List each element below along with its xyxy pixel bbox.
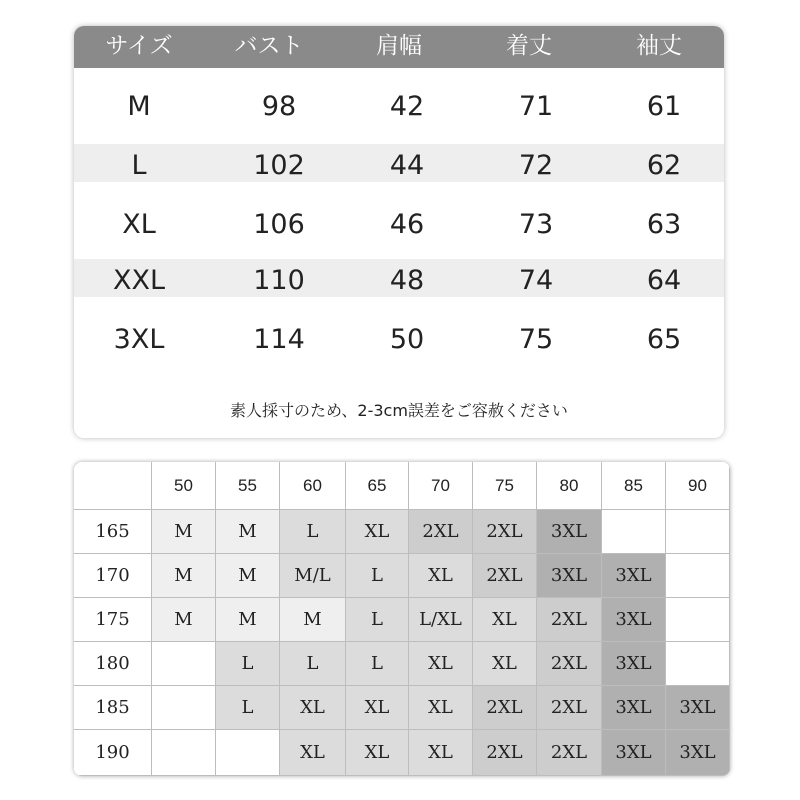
length-cell: 72 bbox=[518, 150, 554, 181]
size-recommendation-cell: M bbox=[280, 598, 346, 642]
size-recommendation-cell: L bbox=[346, 598, 409, 642]
weight-header: 65 bbox=[346, 462, 409, 510]
sleeve-cell: 61 bbox=[646, 91, 682, 122]
weight-height-chart bbox=[74, 462, 730, 776]
size-recommendation-cell: 2XL bbox=[409, 510, 473, 554]
weight-header: 90 bbox=[666, 462, 730, 510]
size-recommendation-cell: L bbox=[346, 554, 409, 598]
size-recommendation-cell: XL bbox=[346, 510, 409, 554]
size-recommendation-cell: L bbox=[280, 510, 346, 554]
size-recommendation-cell bbox=[216, 730, 280, 776]
size-cell: XXL bbox=[112, 265, 166, 296]
size-recommendation-cell: L bbox=[216, 642, 280, 686]
size-recommendation-cell: 2XL bbox=[473, 730, 537, 776]
size-recommendation-cell bbox=[602, 510, 666, 554]
size-recommendation-cell bbox=[666, 510, 730, 554]
height-label: 175 bbox=[74, 598, 152, 642]
size-row bbox=[74, 137, 724, 195]
size-recommendation-cell: 3XL bbox=[602, 554, 666, 598]
length-cell: 71 bbox=[518, 91, 554, 122]
size-recommendation-cell: 2XL bbox=[473, 686, 537, 730]
sleeve-cell: 63 bbox=[646, 209, 682, 240]
size-recommendation-cell: M bbox=[216, 598, 280, 642]
size-row bbox=[74, 252, 724, 310]
size-recommendation-cell: XL bbox=[473, 642, 537, 686]
height-label: 170 bbox=[74, 554, 152, 598]
size-recommendation-cell: M bbox=[216, 554, 280, 598]
shoulder-cell: 46 bbox=[389, 209, 425, 240]
size-recommendation-cell: L bbox=[280, 642, 346, 686]
size-recommendation-cell bbox=[666, 598, 730, 642]
size-recommendation-cell: 3XL bbox=[602, 686, 666, 730]
shoulder-cell: 50 bbox=[389, 324, 425, 355]
size-recommendation-cell: 2XL bbox=[537, 730, 602, 776]
size-recommendation-cell: XL bbox=[280, 730, 346, 776]
bust-cell: 102 bbox=[253, 150, 305, 181]
height-label: 185 bbox=[74, 686, 152, 730]
size-recommendation-cell: 3XL bbox=[666, 686, 730, 730]
sleeve-cell: 64 bbox=[646, 265, 682, 296]
size-cell: XL bbox=[122, 209, 156, 240]
header-length: 着丈 bbox=[506, 33, 552, 59]
size-row bbox=[74, 78, 724, 136]
header-bust: バスト bbox=[234, 33, 304, 59]
size-recommendation-cell: 3XL bbox=[537, 554, 602, 598]
size-recommendation-cell: XL bbox=[409, 642, 473, 686]
size-recommendation-cell: 3XL bbox=[602, 598, 666, 642]
size-recommendation-cell: 3XL bbox=[602, 730, 666, 776]
weight-header: 80 bbox=[537, 462, 602, 510]
weight-header: 55 bbox=[216, 462, 280, 510]
size-recommendation-cell: XL bbox=[346, 730, 409, 776]
header-sleeve: 袖丈 bbox=[636, 33, 682, 59]
weight-header: 75 bbox=[473, 462, 537, 510]
height-label: 165 bbox=[74, 510, 152, 554]
bust-cell: 106 bbox=[253, 209, 305, 240]
header-size: サイズ bbox=[105, 33, 173, 59]
weight-header: 85 bbox=[602, 462, 666, 510]
size-cell: 3XL bbox=[113, 324, 165, 355]
size-recommendation-cell: L bbox=[346, 642, 409, 686]
size-recommendation-cell bbox=[152, 642, 216, 686]
size-recommendation-cell: 2XL bbox=[473, 554, 537, 598]
size-recommendation-cell bbox=[152, 686, 216, 730]
sleeve-cell: 65 bbox=[646, 324, 682, 355]
size-recommendation-cell bbox=[152, 730, 216, 776]
size-chart bbox=[74, 26, 724, 438]
header-shoulder: 肩幅 bbox=[376, 33, 422, 59]
sleeve-cell: 62 bbox=[646, 150, 682, 181]
size-recommendation-cell: 2XL bbox=[473, 510, 537, 554]
bust-cell: 114 bbox=[253, 324, 305, 355]
weight-header: 50 bbox=[152, 462, 216, 510]
size-recommendation-cell: M/L bbox=[280, 554, 346, 598]
size-recommendation-cell: XL bbox=[409, 686, 473, 730]
size-recommendation-cell: 2XL bbox=[537, 686, 602, 730]
size-row bbox=[74, 311, 724, 369]
height-label: 180 bbox=[74, 642, 152, 686]
size-recommendation-cell: M bbox=[216, 510, 280, 554]
corner-cell bbox=[74, 462, 152, 510]
bust-cell: 98 bbox=[261, 91, 297, 122]
bust-cell: 110 bbox=[253, 265, 305, 296]
size-recommendation-cell: 2XL bbox=[537, 642, 602, 686]
length-cell: 73 bbox=[518, 209, 554, 240]
size-recommendation-cell: L/XL bbox=[409, 598, 473, 642]
size-recommendation-cell: M bbox=[152, 598, 216, 642]
shoulder-cell: 42 bbox=[389, 91, 425, 122]
size-recommendation-cell: XL bbox=[280, 686, 346, 730]
weight-header: 70 bbox=[409, 462, 473, 510]
size-recommendation-cell: 3XL bbox=[537, 510, 602, 554]
size-recommendation-cell: M bbox=[152, 510, 216, 554]
length-cell: 75 bbox=[518, 324, 554, 355]
size-row bbox=[74, 196, 724, 254]
size-recommendation-cell: 2XL bbox=[537, 598, 602, 642]
size-chart-header bbox=[74, 26, 724, 68]
size-recommendation-cell: L bbox=[216, 686, 280, 730]
length-cell: 74 bbox=[518, 265, 554, 296]
size-recommendation-cell: 3XL bbox=[666, 730, 730, 776]
measurement-note: 素人採寸のため、2-3cm誤差をご容赦ください bbox=[230, 401, 568, 420]
size-cell: L bbox=[131, 150, 147, 181]
size-recommendation-cell bbox=[666, 642, 730, 686]
shoulder-cell: 48 bbox=[389, 265, 425, 296]
size-recommendation-cell: M bbox=[152, 554, 216, 598]
size-recommendation-cell: XL bbox=[409, 730, 473, 776]
size-recommendation-cell: 3XL bbox=[602, 642, 666, 686]
size-recommendation-cell: XL bbox=[473, 598, 537, 642]
size-recommendation-cell bbox=[666, 554, 730, 598]
weight-header: 60 bbox=[280, 462, 346, 510]
size-cell: M bbox=[127, 91, 151, 122]
height-label: 190 bbox=[74, 730, 152, 776]
size-recommendation-cell: XL bbox=[346, 686, 409, 730]
shoulder-cell: 44 bbox=[389, 150, 425, 181]
size-recommendation-cell: XL bbox=[409, 554, 473, 598]
